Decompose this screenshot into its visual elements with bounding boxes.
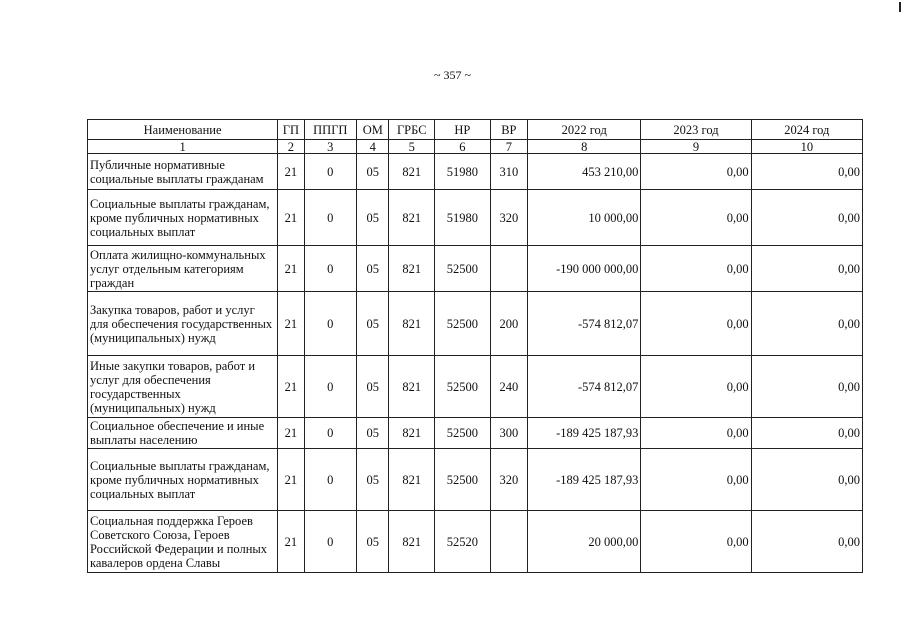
grbs-cell: 821 bbox=[389, 292, 435, 356]
ppgp-cell: 0 bbox=[304, 418, 357, 449]
column-number: 1 bbox=[88, 140, 278, 154]
row-name: Социальные выплаты гражданам, кроме публичных нормативных социальных выплат bbox=[88, 449, 278, 511]
ppgp-cell: 0 bbox=[304, 511, 357, 573]
row-name: Закупка товаров, работ и услуг для обеспечения государственных (муниципальных) нужд bbox=[88, 292, 278, 356]
amount-2023: 0,00 bbox=[641, 418, 751, 449]
table-row bbox=[88, 449, 863, 511]
gp-cell: 21 bbox=[278, 356, 304, 418]
amount-2023: 0,00 bbox=[641, 190, 751, 246]
nr-cell: 51980 bbox=[435, 190, 491, 246]
ppgp-cell: 0 bbox=[304, 246, 357, 292]
om-cell: 05 bbox=[357, 511, 389, 573]
amount-2023: 0,00 bbox=[641, 511, 751, 573]
column-number: 7 bbox=[490, 140, 527, 154]
ppgp-cell: 0 bbox=[304, 190, 357, 246]
column-header: ГП bbox=[278, 120, 304, 140]
grbs-cell: 821 bbox=[389, 190, 435, 246]
column-number: 9 bbox=[641, 140, 751, 154]
amount-2024: 0,00 bbox=[751, 511, 862, 573]
om-cell: 05 bbox=[357, 292, 389, 356]
table-row bbox=[88, 246, 863, 292]
amount-2023: 0,00 bbox=[641, 246, 751, 292]
column-number: 6 bbox=[435, 140, 491, 154]
table-row bbox=[88, 292, 863, 356]
om-cell: 05 bbox=[357, 449, 389, 511]
amount-2022: -189 425 187,93 bbox=[528, 449, 641, 511]
amount-2024: 0,00 bbox=[751, 154, 862, 190]
gp-cell: 21 bbox=[278, 511, 304, 573]
column-number: 10 bbox=[751, 140, 862, 154]
column-header: ППГП bbox=[304, 120, 357, 140]
column-header: ГРБС bbox=[389, 120, 435, 140]
grbs-cell: 821 bbox=[389, 246, 435, 292]
amount-2024: 0,00 bbox=[751, 190, 862, 246]
table-row bbox=[88, 418, 863, 449]
grbs-cell: 821 bbox=[389, 511, 435, 573]
column-header: ОМ bbox=[357, 120, 389, 140]
vr-cell bbox=[490, 511, 527, 573]
gp-cell: 21 bbox=[278, 449, 304, 511]
amount-2023: 0,00 bbox=[641, 154, 751, 190]
nr-cell: 52500 bbox=[435, 356, 491, 418]
table-row bbox=[88, 154, 863, 190]
amount-2023: 0,00 bbox=[641, 292, 751, 356]
nr-cell: 52500 bbox=[435, 449, 491, 511]
column-number: 2 bbox=[278, 140, 304, 154]
row-name: Социальная поддержка Героев Советского Союза, Героев Российской Федерации и полных кавалеров ордена Славы bbox=[88, 511, 278, 573]
vr-cell: 310 bbox=[490, 154, 527, 190]
ppgp-cell: 0 bbox=[304, 154, 357, 190]
column-header: НР bbox=[435, 120, 491, 140]
row-name: Оплата жилищно-коммунальных услуг отдельным категориям граждан bbox=[88, 246, 278, 292]
nr-cell: 52520 bbox=[435, 511, 491, 573]
vr-cell: 240 bbox=[490, 356, 527, 418]
amount-2024: 0,00 bbox=[751, 356, 862, 418]
amount-2024: 0,00 bbox=[751, 418, 862, 449]
column-header: Наименование bbox=[88, 120, 278, 140]
om-cell: 05 bbox=[357, 154, 389, 190]
gp-cell: 21 bbox=[278, 246, 304, 292]
om-cell: 05 bbox=[357, 190, 389, 246]
column-number: 5 bbox=[389, 140, 435, 154]
amount-2022: 453 210,00 bbox=[528, 154, 641, 190]
amount-2022: 20 000,00 bbox=[528, 511, 641, 573]
grbs-cell: 821 bbox=[389, 449, 435, 511]
column-header: ВР bbox=[490, 120, 527, 140]
row-name: Публичные нормативные социальные выплаты гражданам bbox=[88, 154, 278, 190]
amount-2022: -574 812,07 bbox=[528, 292, 641, 356]
nr-cell: 52500 bbox=[435, 418, 491, 449]
vr-cell: 320 bbox=[490, 449, 527, 511]
amount-2022: -190 000 000,00 bbox=[528, 246, 641, 292]
page-number: ~ 357 ~ bbox=[434, 68, 471, 82]
ppgp-cell: 0 bbox=[304, 292, 357, 356]
amount-2023: 0,00 bbox=[641, 449, 751, 511]
column-number-row bbox=[88, 140, 863, 154]
column-header: 2024 год bbox=[751, 120, 862, 140]
gp-cell: 21 bbox=[278, 154, 304, 190]
amount-2024: 0,00 bbox=[751, 246, 862, 292]
column-number: 3 bbox=[304, 140, 357, 154]
om-cell: 05 bbox=[357, 418, 389, 449]
edge-mark bbox=[899, 2, 901, 12]
header-row bbox=[88, 120, 863, 140]
column-header: 2023 год bbox=[641, 120, 751, 140]
amount-2023: 0,00 bbox=[641, 356, 751, 418]
grbs-cell: 821 bbox=[389, 356, 435, 418]
table-row bbox=[88, 511, 863, 573]
column-number: 8 bbox=[528, 140, 641, 154]
table-row bbox=[88, 190, 863, 246]
column-number: 4 bbox=[357, 140, 389, 154]
gp-cell: 21 bbox=[278, 190, 304, 246]
table-row bbox=[88, 356, 863, 418]
gp-cell: 21 bbox=[278, 292, 304, 356]
amount-2024: 0,00 bbox=[751, 292, 862, 356]
amount-2022: 10 000,00 bbox=[528, 190, 641, 246]
gp-cell: 21 bbox=[278, 418, 304, 449]
ppgp-cell: 0 bbox=[304, 449, 357, 511]
ppgp-cell: 0 bbox=[304, 356, 357, 418]
om-cell: 05 bbox=[357, 356, 389, 418]
vr-cell: 320 bbox=[490, 190, 527, 246]
amount-2022: -574 812,07 bbox=[528, 356, 641, 418]
amount-2024: 0,00 bbox=[751, 449, 862, 511]
row-name: Социальные выплаты гражданам, кроме публичных нормативных социальных выплат bbox=[88, 190, 278, 246]
budget-table bbox=[87, 119, 863, 573]
row-name: Иные закупки товаров, работ и услуг для обеспечения государственных (муниципальных) нужд bbox=[88, 356, 278, 418]
grbs-cell: 821 bbox=[389, 418, 435, 449]
nr-cell: 52500 bbox=[435, 246, 491, 292]
om-cell: 05 bbox=[357, 246, 389, 292]
vr-cell: 300 bbox=[490, 418, 527, 449]
row-name: Социальное обеспечение и иные выплаты населению bbox=[88, 418, 278, 449]
nr-cell: 52500 bbox=[435, 292, 491, 356]
nr-cell: 51980 bbox=[435, 154, 491, 190]
grbs-cell: 821 bbox=[389, 154, 435, 190]
vr-cell: 200 bbox=[490, 292, 527, 356]
column-header: 2022 год bbox=[528, 120, 641, 140]
amount-2022: -189 425 187,93 bbox=[528, 418, 641, 449]
vr-cell bbox=[490, 246, 527, 292]
